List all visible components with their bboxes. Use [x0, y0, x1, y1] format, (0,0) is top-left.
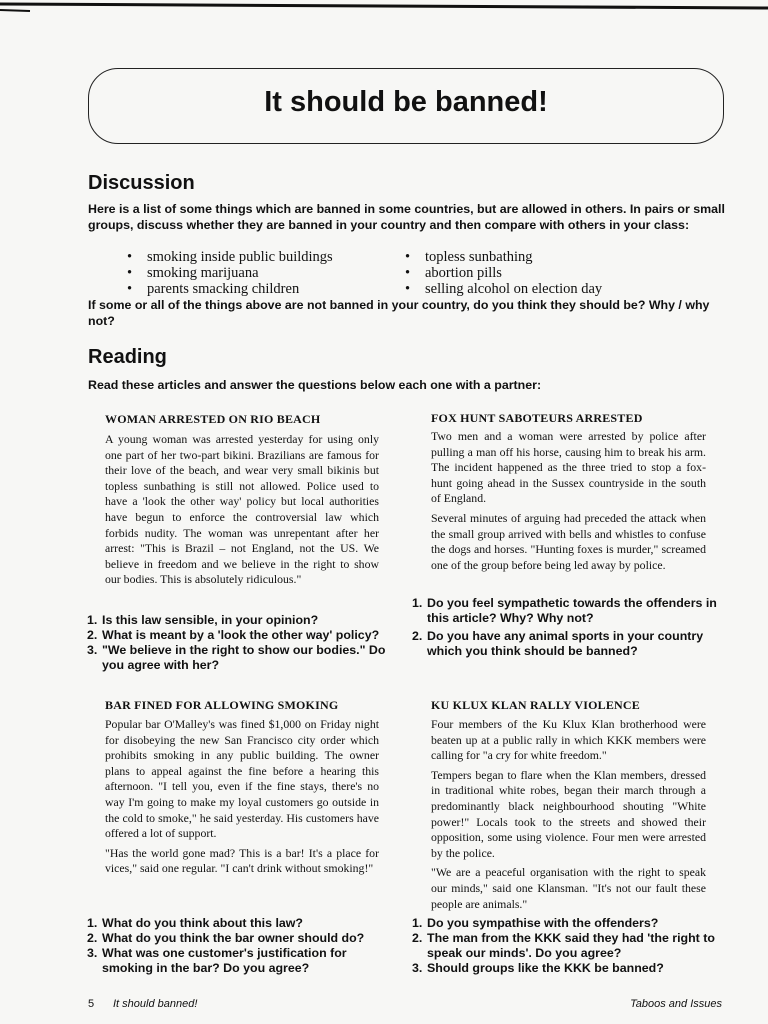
page-title: It should be banned!	[264, 86, 548, 118]
question-number: 2.	[412, 629, 423, 643]
discussion-followup: If some or all of the things above are not banned in your country, do you think they should be? Why / why not?	[88, 298, 710, 328]
question-text: Do you feel sympathetic towards the offenders in this article? Why? Why not?	[427, 596, 717, 625]
question-text: What do you think the bar owner should do?	[102, 931, 365, 945]
article-title-fox-hunt: FOX HUNT SABOTEURS ARRESTED	[431, 411, 643, 425]
list-item: • smoking marijuana	[127, 265, 387, 281]
question-text: "We believe in the right to show our bodies." Do you agree with her?	[102, 643, 386, 672]
question-number: 2.	[87, 628, 98, 642]
top-rule	[0, 0, 768, 14]
question-item	[412, 596, 732, 626]
list-item: • selling alcohol on election day	[405, 281, 705, 297]
footer-left-title: It should banned!	[113, 998, 198, 1010]
question-number: 1.	[87, 613, 98, 627]
article-paragraph: Tempers began to flare when the Klan members, dressed in traditional white robes, began their march through a predominantly black neighbourhood shouting "White power!" Locals took to the streets and showed their opposition, some using violence. Four men were arrested by the police.	[431, 767, 706, 860]
questions-fox-hunt	[412, 596, 732, 659]
question-item	[412, 916, 732, 931]
questions-bar-fined	[87, 916, 397, 976]
question-number: 1.	[87, 916, 98, 930]
list-item: • abortion pills	[405, 265, 705, 281]
question-text: What do you think about this law?	[102, 916, 303, 930]
questions-kkk-rally	[412, 916, 732, 976]
article-title-rio-beach: WOMAN ARRESTED ON RIO BEACH	[105, 412, 321, 426]
question-number: 1.	[412, 596, 423, 610]
question-number: 3.	[412, 961, 423, 975]
article-paragraph: Several minutes of arguing had preceded the attack when the small group arrived with bells and whistles to confuse the dogs and horses. "Hunting foxes is murder," screamed one of the group before being led away by police.	[431, 510, 706, 572]
article-paragraph: Four members of the Ku Klux Klan brotherhood were beaten up at a public rally in which KKK members were calling for "a cry for white freedom."	[431, 717, 706, 763]
question-number: 2.	[412, 931, 423, 945]
questions-rio-beach	[87, 613, 407, 673]
question-text: Is this law sensible, in your opinion?	[102, 613, 319, 627]
question-number: 1.	[412, 916, 423, 930]
discussion-list-left	[127, 249, 387, 297]
question-item	[87, 931, 397, 946]
article-paragraph: "Has the world gone mad? This is a bar! It's a place for vices," said one regular. "I can't drink without smoking!"	[105, 845, 379, 876]
question-item	[412, 629, 732, 659]
question-item	[87, 916, 397, 931]
article-body-rio-beach	[105, 432, 379, 592]
question-text: Do you have any animal sports in your country which you think should be banned?	[427, 629, 704, 658]
article-paragraph: "We are a peaceful organisation with the right to speak our minds," said one Klansman. "It's not our fault these people are animals."	[431, 865, 706, 911]
article-body-bar-fined	[105, 717, 379, 881]
question-item	[412, 931, 737, 961]
discussion-intro: Here is a list of some things which are banned in some countries, but are allowed in others. In pairs or small groups, discuss whether they are banned in your country and then compare with others in your class:	[88, 202, 725, 232]
question-text: What is meant by a 'look the other way' policy?	[102, 628, 380, 642]
list-item: • topless sunbathing	[405, 249, 705, 265]
question-item	[87, 628, 407, 643]
question-text: The man from the KKK said they had 'the right to speak our minds'. Do you agree?	[427, 931, 715, 960]
question-number: 3.	[87, 643, 98, 657]
list-item: • smoking inside public buildings	[127, 249, 387, 265]
article-body-fox-hunt	[431, 429, 706, 577]
reading-intro: Read these articles and answer the questions below each one with a partner:	[88, 378, 542, 392]
question-number: 2.	[87, 931, 98, 945]
article-paragraph: Popular bar O'Malley's was fined $1,000 on Friday night for disobeying the new San Francisco city order which prohibits smoking in any public building. The owner plans to appeal against the fine before a hearing this afternoon. "I tell you, even if the fine stays, there's no way I'm going to make my loyal customers go outside in the cold to smoke," he said yesterday. His customers have offered a lot of support.	[105, 717, 379, 841]
article-paragraph: A young woman was arrested yesterday for using only one part of her two-part bikini. Brazilians are famous for their love of the beach, and wear very small bikinis but topless sunbathing is still not allowed. Police used to have a 'look the other way' policy but local authorities have begun to enforce the controversial law which forbids nudity. The woman was unrepentant after her arrest: "This is Brazil – not England, not the US. We believe in freedom and we believe in the right to show our bodies. This is absolutely ridiculous."	[105, 432, 379, 587]
discussion-list-right	[405, 249, 705, 297]
article-title-bar-fined: BAR FINED FOR ALLOWING SMOKING	[105, 698, 339, 712]
article-body-kkk-rally	[431, 717, 706, 916]
question-number: 3.	[87, 946, 98, 960]
article-title-kkk-rally: KU KLUX KLAN RALLY VIOLENCE	[431, 698, 640, 712]
reading-heading: Reading	[88, 346, 167, 368]
page-number: 5	[88, 998, 95, 1010]
question-text: Should groups like the KKK be banned?	[427, 961, 664, 975]
question-item	[87, 613, 407, 628]
question-text: What was one customer's justification for smoking in the bar? Do you agree?	[102, 946, 347, 975]
question-item	[412, 961, 732, 976]
question-text: Do you sympathise with the offenders?	[427, 916, 659, 930]
footer-right-title: Taboos and Issues	[630, 998, 722, 1010]
question-item	[87, 643, 387, 673]
list-item: • parents smacking children	[127, 281, 387, 297]
discussion-heading: Discussion	[88, 172, 195, 194]
article-paragraph: Two men and a woman were arrested by police after pulling a man off his horse, causing him to break his arm. The incident happened as the three tried to stop a fox-hunt going ahead in the Sussex countryside in the south of England.	[431, 429, 706, 506]
question-item	[87, 946, 382, 976]
